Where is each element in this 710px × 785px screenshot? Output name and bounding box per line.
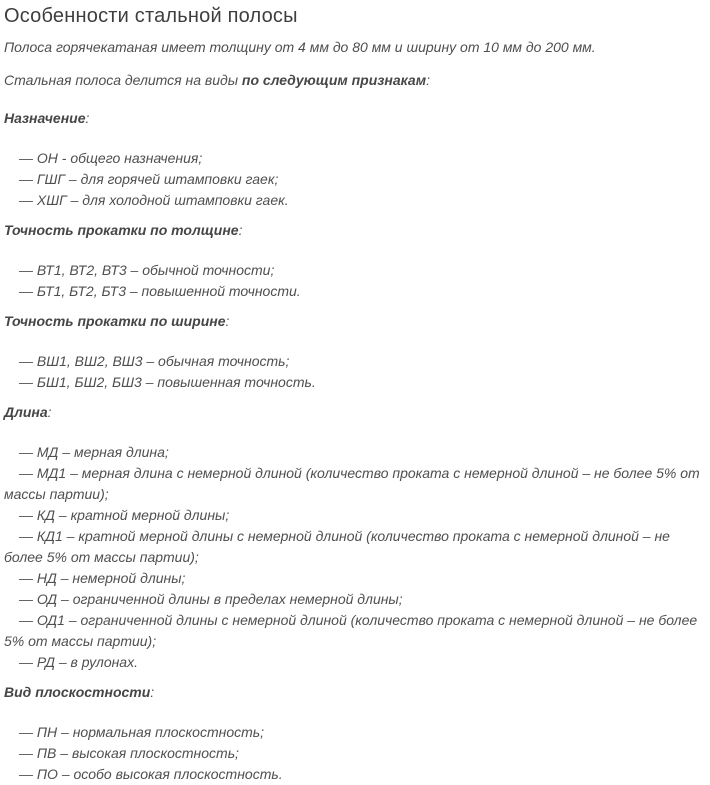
list-item: — ПН – нормальная плоскостность;: [19, 724, 265, 740]
list-item: — ПО – особо высокая плоскостность.: [19, 766, 283, 782]
list-item: — БШ1, БШ2, БШ3 – повышенная точность.: [19, 374, 316, 390]
list-item: — РД – в рулонах.: [19, 654, 138, 670]
list-item: — ОД – ограниченной длины в пределах немерной длины;: [19, 591, 403, 607]
heading-colon: :: [150, 684, 155, 700]
section-heading-thickness-accuracy: Точность прокатки по толщине:: [4, 222, 243, 238]
list-item: — НД – немерной длины;: [19, 570, 186, 586]
list-item: — ОД1 – ограниченной длины с немерной длиной (количество проката с немерной длиной – не более 5% от массы партии);: [4, 612, 698, 649]
lead-colon: :: [426, 72, 430, 88]
section-list-width-accuracy: [4, 351, 704, 393]
section-list-length: [4, 442, 704, 673]
lead-paragraph: [4, 70, 704, 90]
section-heading-length: Длина:: [4, 404, 52, 420]
list-item: — ВШ1, ВШ2, ВШ3 – обычная точность;: [19, 353, 290, 369]
section-heading-flatness: Вид плоскостности:: [4, 684, 155, 700]
list-item: — ПВ – высокая плоскостность;: [19, 745, 239, 761]
page-title: Особенности стальной полосы: [4, 5, 298, 27]
list-item: — ОН - общего назначения;: [19, 150, 203, 166]
heading-colon: :: [85, 110, 90, 126]
section-list-purpose: [4, 148, 704, 211]
lead-text: Стальная полоса делится на виды: [4, 72, 242, 88]
list-item: — ХШГ – для холодной штамповки гаек.: [19, 192, 289, 208]
heading-colon: :: [225, 313, 230, 329]
section-heading-purpose: Назначение:: [4, 110, 90, 126]
section-list-thickness-accuracy: [4, 260, 704, 302]
list-item: — КД – кратной мерной длины;: [19, 507, 230, 523]
list-item: — МД – мерная длина;: [19, 444, 169, 460]
list-item: — ВТ1, ВТ2, ВТ3 – обычной точности;: [19, 262, 275, 278]
heading-colon: :: [47, 404, 52, 420]
intro-paragraph: Полоса горячекатаная имеет толщину от 4 мм до 80 мм и ширину от 10 мм до 200 мм.: [4, 39, 596, 55]
list-item: — КД1 – кратной мерной длины с немерной длиной (количество проката с немерной длиной – не более 5% от массы партии);: [4, 528, 670, 565]
list-item: — МД1 – мерная длина с немерной длиной (количество проката с немерной длиной – не более 5% от массы партии);: [4, 465, 700, 502]
list-item: — БТ1, БТ2, БТ3 – повышенной точности.: [19, 283, 301, 299]
list-item: — ГШГ – для горячей штамповки гаек;: [19, 171, 279, 187]
heading-colon: :: [238, 222, 243, 238]
section-heading-width-accuracy: Точность прокатки по ширине:: [4, 313, 230, 329]
lead-bold-text: по следующим признакам: [241, 72, 427, 88]
